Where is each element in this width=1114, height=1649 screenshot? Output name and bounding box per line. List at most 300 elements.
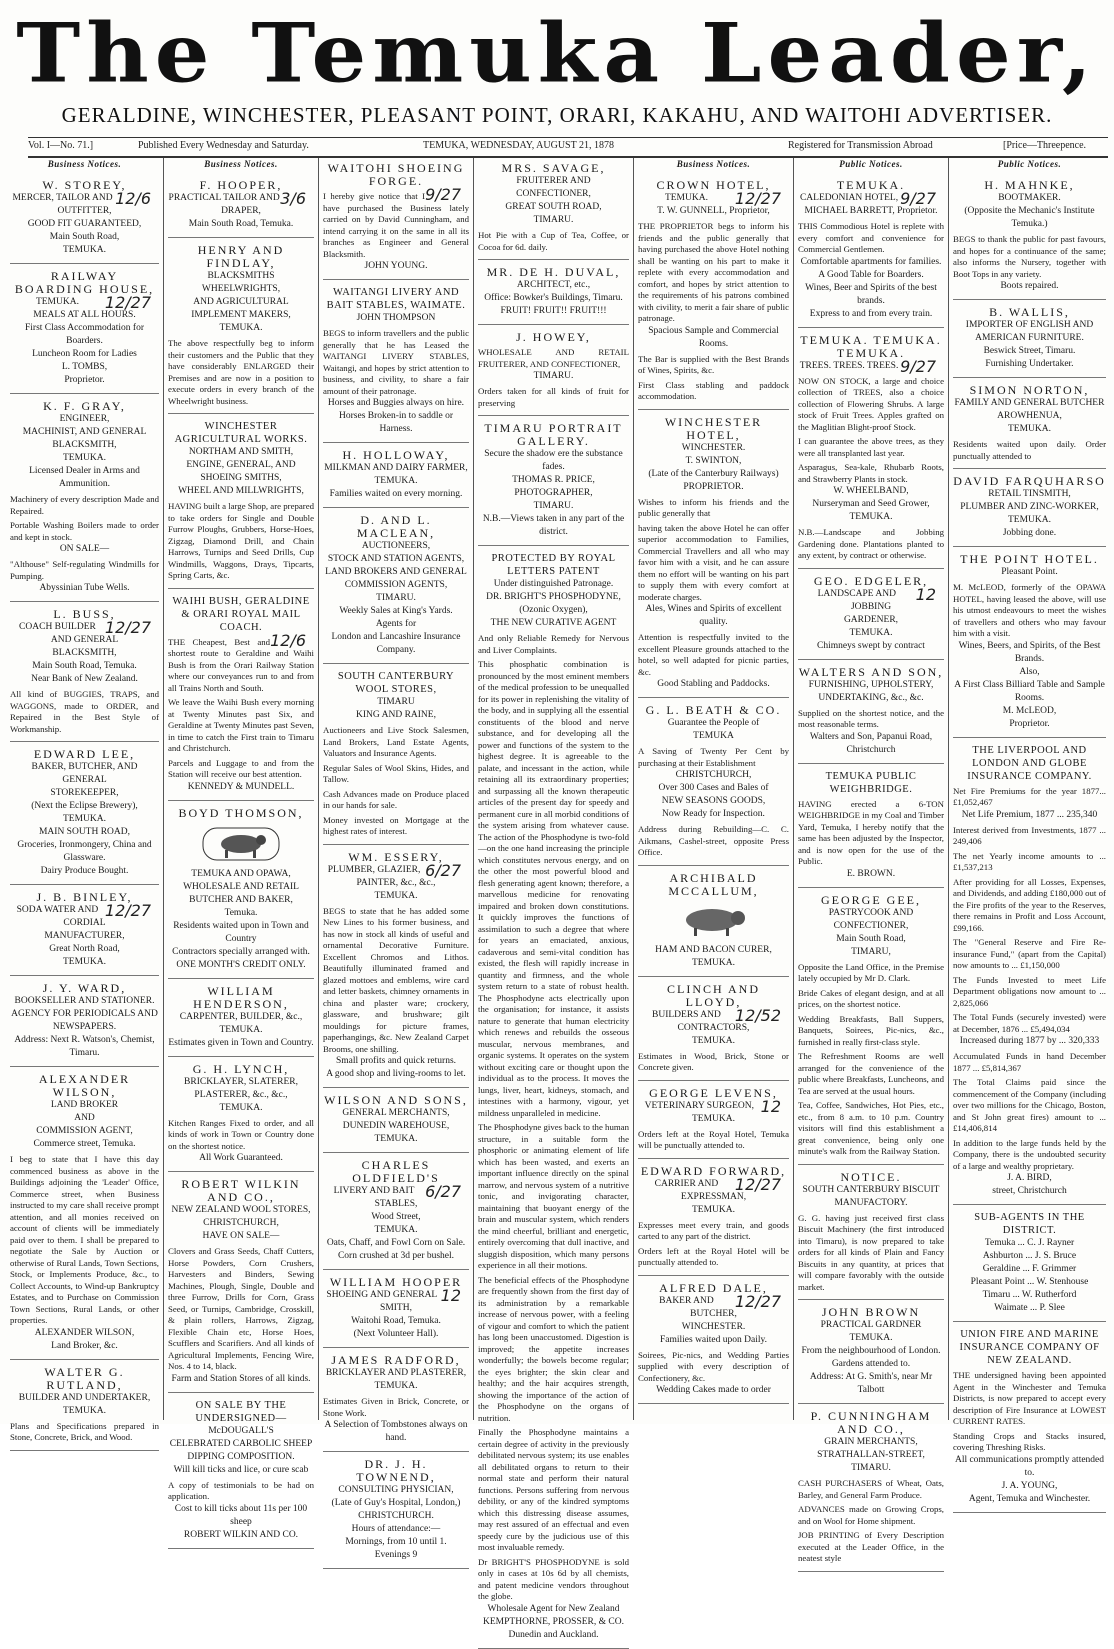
advertisement-heading: H. HOLLOWAY, [342, 448, 450, 462]
advertisement-line: HAVING erected a 6-TON WEIGHBRIDGE in my Coal and Timber Yard, Temuka, I hereby notify that the same has been adjusted by the Inspector, and is now open for the use of the Public. [798, 798, 944, 866]
column-4 [474, 158, 634, 1640]
advertisement-heading: JAMES RADFORD, [331, 1353, 461, 1367]
advertisement-line: Wedding Breakfasts, Ball Suppers, Banquets, Soirees, Pic-nics, &c., furnished in really first-class style. [798, 1013, 944, 1047]
advertisement-line: Temuka ... C. J. Rayner [984, 1238, 1075, 1248]
advertisement-line: (Opposite the Mechanic's Institute Temuka.) [964, 206, 1095, 229]
advertisement [638, 412, 789, 699]
advertisement-line: Net Life Premium, 1877 ... 235,340 [961, 809, 1098, 820]
advertisement-line: Estimates given in Town and Country. [168, 1037, 314, 1048]
advertisement-line: Office: Bowker's Buildings, Timaru. [484, 293, 623, 303]
advertisement-line: Portable Washing Boilers made to order and kept in stock. [10, 520, 159, 542]
advertisement-line: Waimate ... P. Slee [994, 1303, 1065, 1313]
advertisement-line: WINCHESTER. [681, 1321, 746, 1332]
advertisement-line: Geraldine ... F. Grimmer [982, 1264, 1077, 1274]
advertisement-line: Under distinguished Patronage. [493, 579, 614, 589]
advertisement-line: Guarantee the People of [667, 718, 760, 728]
advertisement-line: GENERAL MERCHANTS, [342, 1108, 450, 1118]
advertisement-heading: HENRY AND FINDLAY, [197, 243, 285, 270]
advertisement-line: Contractors specially arranged with. [172, 946, 310, 957]
handwritten-note: 3/6 [280, 189, 306, 208]
advertisement-heading: CHARLES OLDFIELD'S [352, 1158, 440, 1185]
advertisement-heading: SIMON NORTON, [969, 383, 1090, 397]
advertisement-heading: WAIHI BUSH, GERALDINE & ORARI ROYAL MAIL COACH. [172, 595, 310, 633]
advertisement-line: TEMUKA. [691, 1113, 735, 1124]
advertisement-line: TREES. TREES. TREES. [799, 360, 899, 371]
advertisement-line: The Refreshment Rooms are well arranged for the convenience of the public where Breakfasts, Luncheons, and Tea are served at the usual hours. [798, 1051, 944, 1096]
advertisement-line: Wines, Beer and Spirits of the best brands. [805, 282, 937, 306]
advertisement-line: FURNISHING, UPHOLSTERY, UNDERTAKING, &c., &c. [808, 679, 934, 703]
handwritten-note: 9/27 [425, 185, 461, 204]
advertisement-line: London and Lancashire Insurance Company. [331, 632, 461, 655]
advertisement-line: TEMUKA. [691, 957, 735, 968]
advertisement-line: TEMUKA. [1007, 515, 1051, 525]
advertisement-heading: WINCHESTER HOTEL, [664, 414, 763, 442]
advertisement-line: The "General Reserve and Fire Re-insurance Fund," (apart from the Capital) now amounts to ... £1,150,000 [953, 937, 1106, 970]
advertisement-line: T. W. GUNNELL, Proprietor, [657, 206, 770, 216]
advertisement [10, 978, 159, 1067]
advertisement-line: JOHN THOMPSON [356, 313, 436, 323]
advertisement-line: Wedding Cakes made to order [656, 1385, 771, 1395]
advertisement-line: Great North Road, [49, 944, 120, 954]
advertisement [638, 1278, 789, 1405]
advertisement-heading: ROBERT WILKIN AND CO., [181, 1177, 301, 1204]
advertisement-line: DIPPING COMPOSITION. [187, 1451, 295, 1462]
advertisement-line: Licensed Dealer in Arms and Ammunition. [29, 466, 140, 489]
advertisement-line: J. A. BIRD, [1007, 1173, 1052, 1183]
advertisement [10, 1362, 159, 1451]
advertisement-line: LAND BROKER [50, 1100, 119, 1110]
advertisement-line: THE NEW CURATIVE AGENT [490, 618, 617, 628]
advertisement-line: Dairy Produce Bought. [40, 866, 129, 876]
advertisement-line: And only Reliable Remedy for Nervous and Liver Complaints. [478, 633, 629, 655]
advertisement-heading: WAITOHI SHOEING FORGE. [327, 161, 465, 188]
advertisement-line: CONSULTING PHYSICIAN, [338, 1485, 454, 1495]
advertisement-line: The net Yearly income amounts to ... £1,537,213 [953, 850, 1106, 872]
advertisement-line: BOOTMAKER. [998, 193, 1061, 203]
advertisement-line: having taken the above Hotel he can offer superior accommodation to Families, Commercial Travellers and all who may favor him with a visit, and he can assure them no effort will be wanting on his part to supply them with every comfort at moderate charges. [638, 522, 789, 602]
advertisement-line: (Ozonic Oxygen), [519, 605, 588, 615]
advertisement-line: Machinery of every description Made and Repaired. [10, 494, 159, 516]
advertisement-line: TEMUKA. [219, 1102, 263, 1113]
advertisement-line: Weekly Sales at King's Yards. [339, 606, 453, 616]
advertisement-line: FAMILY AND GENERAL BUTCHER [954, 398, 1105, 408]
handwritten-note: 12/6 [115, 189, 151, 208]
advertisement [168, 803, 314, 979]
advertisement-line: AND [74, 1113, 95, 1123]
advertisement [638, 175, 789, 410]
advertisement-line: Comfortable apartments for families. [800, 256, 942, 267]
advertisement-line: Interest derived from Investments, 1877 ... 249,406 [953, 824, 1106, 846]
advertisement-line: HAVING built a large Shop, are prepared to take orders for Single and Double Furrow Ploughs, Grubbers, Horse-Hoes, Zigzag, Diamond Drill, and Chain Harrows, Turnips and Seed Drills, Cup Windmills, Waggons, Drays, Tipcarts, Spring Carts, &c. [168, 501, 315, 580]
advertisement [953, 740, 1106, 1206]
advertisement-line: Finally the Phosphodyne maintains a certain degree of activity in the previously debilitated nervous system; its use enables all debilitated organs to return to their normal state and perform their natural functions. Persons suffering from nervous debility, or any of the kindred symptoms which this distressing disease assumes, may rest assured of an effectual and even speedy cure by the judicious use of this most invaluable remedy. [478, 1427, 629, 1552]
advertisement-line: Evenings 9 [374, 1550, 418, 1560]
handwritten-note: 12/27 [734, 189, 781, 208]
advertisement-line: Residents waited upon in Town and Country [173, 920, 309, 944]
advertisement-line: DUNEDIN WAREHOUSE, [342, 1121, 450, 1131]
advertisement-line: N.B.—Landscape and Jobbing Gardening done. Plantations planted to any extent, by contract or otherwise. [798, 527, 944, 560]
advertisement-line: The Total Claims paid since the commencement of the Company (including over two millions for the Chicago, Boston, and St John great fires) amount to ... £14,406,814 [953, 1077, 1106, 1133]
advertisement-line: GOOD FIT GUARANTEED, [27, 219, 142, 229]
advertisement-line: First Class stabling and paddock accommodation. [638, 379, 789, 401]
advertisement-line: TIMARU, [851, 946, 891, 957]
advertisement-line: Attention is respectfully invited to the excellent Pleasure grounds attached to the hotel, so well adapted for picnic parties, &c. [638, 632, 789, 677]
advertisement-line: N.B.—Views taken in any part of the district. [482, 514, 625, 537]
advertisement-line: A Selection of Tombstones always on hand. [324, 1420, 468, 1443]
advertisement-line: THE Cheapest, Best and shortest route to Geraldine and Waihi Bush is from the Orari Railway Station where our conveyances run to and from all Trains North and South. [168, 636, 314, 693]
advertisement-line: NEW ZEALAND WOOL STORES, [171, 1205, 311, 1215]
handwritten-note: 12/27 [734, 1174, 781, 1194]
advertisement-line: TIMARU [377, 697, 415, 707]
masthead [0, 5, 1114, 102]
advertisement-line: TEMUKA. [219, 1024, 263, 1035]
advertisement-line: (Next Volunteer Hall). [353, 1329, 439, 1339]
advertisement-heading: TEMUKA PUBLIC WEIGHBRIDGE. [825, 770, 917, 795]
advertisement-line: Abyssinian Tube Wells. [39, 583, 130, 593]
advertisement-line: MICHAEL BARRETT, Proprietor. [804, 206, 938, 216]
advertisement-line: From the neighbourhood of London. [801, 1346, 941, 1356]
advertisement-line: A good shop and living-rooms to let. [326, 1069, 466, 1079]
advertisement [168, 240, 314, 414]
advertisement-line: L. TOMBS, [61, 362, 108, 372]
advertisement [323, 158, 469, 280]
advertisement-line: TEMUKA. [374, 1225, 418, 1235]
advertisement-heading: ARCHIBALD MCCALLUM, [668, 870, 759, 898]
advertisement-line: Ales, Wines and Spirits of excellent quality. [645, 604, 782, 627]
advertisement-heading: UNION FIRE AND MARINE INSURANCE COMPANY OF NEW ZEALAND. [959, 1329, 1100, 1366]
advertisement-line: TEMUKA. [219, 323, 263, 333]
advertisement-heading: SOUTH CANTERBURY WOOL STORES, [337, 671, 455, 695]
advertisement-heading: G. H. LYNCH, [192, 1061, 290, 1076]
column-heading: Public Notices. [997, 159, 1062, 169]
advertisement-line: Main South Road, Temuka. [32, 661, 137, 671]
handwritten-note: 12/27 [104, 618, 151, 637]
advertisement-line: AGENCY FOR PERIODICALS AND [11, 1009, 158, 1019]
advertisement-line: HAM AND BACON CURER, [655, 944, 772, 955]
advertisement-heading: WM. ESSERY, [348, 849, 444, 864]
advertisement-line: WINCHESTER. [681, 442, 746, 453]
advertisement-line: Also, [1019, 666, 1040, 677]
advertisement-line: MANUFACTURER, [44, 931, 125, 941]
advertisement [798, 175, 944, 328]
advertisement-line: Horses Broken-in to saddle or Harness. [339, 411, 453, 434]
advertisement-line: Wishes to inform his friends and the public generally that [638, 496, 789, 518]
advertisement-line: MERCER, TAILOR AND OUTFITTER, [12, 193, 113, 216]
advertisement [323, 1272, 469, 1348]
advertisement-line: Main South Road, [49, 232, 120, 242]
dateline [28, 137, 1108, 158]
advertisement-line: Pleasant Point. [1001, 567, 1058, 577]
advertisement-line: Spacious Sample and Commercial Rooms. [648, 325, 779, 349]
column-3 [319, 158, 474, 1560]
advertisement-line: A First Class Billiard Table and Sample Rooms. [954, 679, 1105, 703]
advertisement-heading: GEO. EDGELER, [813, 573, 929, 588]
advertisement-line: Residents waited upon daily. Order punctually attended to [953, 439, 1106, 461]
advertisement-line: TEMUKA. [374, 1381, 418, 1391]
advertisement-heading: WAITANGI LIVERY AND BAIT STABLES, WAIMATE. [326, 287, 466, 311]
advertisement [638, 700, 789, 866]
advertisement-line: Walters and Son, Papanui Road, Christchurch [809, 731, 933, 755]
advertisement [478, 327, 629, 416]
advertisement-line: CASH PURCHASERS of Wheat, Oats, Barley, and General Farm Produce. [798, 1478, 944, 1500]
advertisement-line: Main South Road, Temuka. [188, 219, 294, 229]
advertisement-line: The Funds Invested to meet Life Department obligations now amount to ... 2,825,066 [953, 974, 1106, 1008]
advertisement-line: M. McLEOD, [1002, 705, 1057, 716]
column-heading: Business Notices. [47, 159, 122, 169]
advertisement-line: Chimneys swept by contract [817, 640, 925, 651]
volume-number: Vol. I—No. 71.] [28, 140, 94, 151]
handwritten-note: 12 [760, 1096, 781, 1116]
advertisement-line: Families waited upon Daily. [659, 1334, 768, 1345]
advertisement-line: TIMARU. [533, 501, 574, 511]
advertisement [10, 396, 159, 602]
advertisement-heading: SUB-AGENTS IN THE DISTRICT. [974, 1212, 1085, 1236]
advertisement-line: Address during Rebuilding—C. C. Aikmans, Cashel-street, opposite Press Office. [638, 824, 789, 857]
advertisement-heading: WALTER G. RUTLAND, [44, 1364, 125, 1392]
advertisement-line: (Late of Guy's Hospital, London,) [331, 1498, 461, 1508]
advertisement-line: Over 300 Cases and Bales of [658, 783, 769, 793]
advertisement-line: STRATHALLAN-STREET, [817, 1450, 925, 1460]
advertisement-line: street, Christchurch [992, 1186, 1067, 1196]
advertisement-heading: MRS. SAVAGE, [501, 161, 606, 175]
advertisement [798, 1406, 944, 1572]
advertisement-heading: ALFRED DALE, [659, 1280, 768, 1295]
issue-date: TEMUKA, WEDNESDAY, AUGUST 21, 1878 [423, 140, 615, 151]
advertisement-line: Hot Pie with a Cup of Tea, Coffee, or Cocoa for 6d. daily. [478, 230, 629, 252]
advertisement-line: E. BROWN. [846, 868, 896, 879]
advertisement-line: ON SALE— [59, 544, 110, 554]
handwritten-note: 6/27 [425, 860, 461, 880]
advertisement-line: FRUITERER AND CONFECTIONER, [516, 176, 591, 199]
advertisement-line: Opposite the Land Office, in the Premise lately occupied by Mr D. Clark. [798, 961, 944, 983]
advertisement-line: Main South Road, [836, 933, 906, 944]
advertisement-heading: ALEXANDER WILSON, [38, 1072, 131, 1099]
advertisement [798, 890, 944, 1165]
advertisement-line: TEMUKA. [849, 627, 893, 638]
advertisement-line: Express to and from every train. [809, 308, 933, 319]
advertisement-heading: NOTICE. [840, 1169, 902, 1184]
advertisement-line: "Althouse" Self-regulating Windmills for Pumping. [10, 559, 159, 581]
advertisement [638, 1083, 789, 1159]
advertisement-line: TEMUKA. [664, 193, 708, 203]
advertisement-line: BUTCHER AND BAKER, [189, 894, 293, 905]
advertisement [10, 266, 159, 394]
advertisement-line: Cash Advances made on Produce placed in our hands for sale. [323, 788, 469, 810]
handwritten-note: 12 [440, 1286, 461, 1305]
advertisement-line: WHEEL AND MILLWRIGHTS, [178, 486, 304, 496]
advertisement-line: Small profits and quick returns. [335, 1056, 457, 1066]
advertisement-line: Oats, Chaff, and Fowl Corn on Sale. [326, 1238, 466, 1248]
advertisement-line: Bride Cakes of elegant design, and at all prices, on the shortest notice. [798, 987, 944, 1009]
advertisement-line: BRICKLAYER AND PLASTERER, [325, 1368, 467, 1378]
advertisement-line: Clovers and Grass Seeds, Chaff Cutters, Horse Powders, Corn Crushers, Harvesters and Binders, Sewing Machines, Plough, Single, Double and three Furrow, Drills for Corn, Grass Seed, or Turnips, Cambridge, Crosskill, & plain rollers, Harrows, Zigzag, Flexible Chain etc, Horse Hoes, Scufflers and Scarifiers. And all kinds of Agricultural Implements, Fencing Wire, Nos. 4 to 14, black. [168, 1246, 314, 1371]
advertisement-line: PLUMBER, GLAZIER, PAINTER, &c., &c., [327, 864, 436, 888]
advertisement-line: Soirees, Pic-nics, and Wedding Parties supplied with every description of Confectionery, &c. [638, 1349, 789, 1383]
advertisement-line: First Class Accommodation for Boarders. [24, 323, 144, 346]
advertisement-heading: H. MAHNKE, [984, 178, 1075, 192]
advertisement-line: Good Stabling and Paddocks. [657, 679, 770, 689]
advertisement-line: TEMUKA. [62, 245, 106, 255]
advertisement-line: GARDENER, [843, 614, 899, 625]
column-5 [634, 158, 794, 1420]
advertisement-line: IMPORTER OF ENGLISH AND [965, 320, 1094, 330]
advertisement-line: Waitohi Road, Temuka. [351, 1316, 441, 1326]
advertisement-heading: ON SALE BY THE UNDERSIGNED— [195, 1399, 287, 1424]
advertisement-heading: K. F. GRAY, [43, 399, 126, 413]
advertisement-line: Timaru ... W. Rutherford [982, 1290, 1077, 1300]
advertisement [10, 1069, 159, 1360]
advertisement-line: Parcels and Luggage to and from the Station will receive our best attention. [168, 757, 314, 779]
advertisement-line: Address: Next R. Watson's, Chemist, Timaru. [14, 1035, 155, 1058]
advertisement-line: Boots repaired. [1000, 281, 1059, 291]
column-heading: Public Notices. [839, 159, 903, 169]
advertisement-line: Supplied on the shortest notice, and the most reasonable terms. [798, 707, 944, 729]
column-heading: Business Notices. [204, 159, 278, 169]
advertisement-line: CARRIER AND EXPRESSMAN, [654, 1178, 747, 1202]
advertisement-line: TIMARU. [376, 593, 416, 603]
advertisement-line: ROBERT WILKIN AND CO. [183, 1529, 299, 1540]
advertisement-heading: PROTECTED BY ROYAL LETTERS PATENT [491, 553, 616, 577]
advertisement-line: M. McLEOD, formerly of the OPAWA HOTEL, having leased the above, will use his utmost endeavours to meet the wishes of travellers and others who may favour him with a visit. [953, 582, 1106, 638]
advertisement-line: Estimates Given in Brick, Concrete, or Stone Work. [323, 1396, 469, 1418]
advertisement-line: J. A. YOUNG, [1001, 1480, 1058, 1491]
advertisement-line: SHOEING AND GENERAL SMITH, [326, 1290, 438, 1313]
advertisement [168, 591, 314, 801]
handwritten-note: 12/52 [734, 1005, 781, 1025]
advertisement-line: Proprietor. [64, 375, 105, 385]
advertisement-heading: F. HOOPER, [199, 178, 283, 192]
advertisement [798, 662, 944, 764]
advertisement-line: Land Broker, &c. [51, 1340, 118, 1351]
advertisement-heading: GEORGE GEE, [821, 892, 921, 907]
advertisement-line: TEMUKA. [62, 453, 106, 463]
advertisement-line: SOUTH CANTERBURY BISCUIT MANUFACTORY. [802, 1184, 940, 1208]
advertisement-line: In addition to the large funds held by the Company, there is the undoubted security of a large and wealthy proprietary. [953, 1137, 1106, 1171]
advertisement-line: Wood Street, [371, 1212, 421, 1222]
advertisement-line: RETAIL TINSMITH, [988, 489, 1071, 499]
advertisement-line: Wholesale Agent for New Zealand [487, 1603, 620, 1614]
advertisement-line: BLACKSMITH, [52, 648, 117, 658]
advertisement-line: FRUIT! FRUIT!! FRUIT!!! [500, 306, 607, 316]
advertisement-line: MILKMAN AND DAIRY FARMER, [324, 463, 468, 473]
advertisement [953, 1324, 1106, 1513]
advertisement-heading: J. HOWEY, [516, 330, 591, 344]
advertisement-heading: JOHN BROWN [821, 1305, 921, 1319]
advertisement [798, 1167, 944, 1301]
advertisement-line: PLUMBER AND ZINC-WORKER, [960, 502, 1099, 512]
advertisement-line: JOHN YOUNG. [364, 261, 428, 271]
advertisement [798, 1302, 944, 1404]
advertisement-line: PRACTICAL GARDNER [820, 1320, 922, 1330]
advertisement [323, 1350, 469, 1452]
advertisement-heading: TEMUKA. [836, 178, 906, 192]
advertisement-line: THE undersigned having been appointed Agent in the Winchester and Temuka Districts, is now prepared to accept every description of Fire Insurance at LOWEST CURRENT RATES. [953, 1370, 1106, 1426]
advertisement-columns [6, 158, 1110, 1640]
advertisement-line: KING AND RAINE, [356, 710, 436, 720]
advertisement-line: TEMUKA. [374, 476, 418, 486]
advertisement-line: CALEDONIAN HOTEL, [799, 193, 899, 203]
advertisement-line: CHRISTCHURCH, [675, 770, 752, 780]
advertisement-line: GRAIN MERCHANTS, [824, 1437, 918, 1447]
advertisement-line: All communications promptly attended to. [954, 1454, 1105, 1478]
advertisement-heading: CROWN HOTEL, [656, 178, 771, 192]
advertisement-line: Mornings, from 10 until 1. [345, 1537, 447, 1547]
advertisement-line: ADVANCES made on Growing Crops, and on Wool for Home shipment. [798, 1504, 944, 1526]
advertisement-line: Beswick Street, Timaru. [983, 346, 1076, 356]
advertisement-line: (Late of the Canterbury Railways) [648, 468, 779, 479]
publication-schedule: Published Every Wednesday and Saturday. [138, 140, 309, 151]
advertisement-heading: RAILWAY BOARDING HOUSE, [14, 269, 155, 296]
registration-note: Registered for Transmission Abroad [788, 140, 933, 151]
handwritten-note: 12/6 [270, 630, 306, 650]
advertisement-line: VETERINARY SURGEON, [644, 1100, 755, 1111]
advertisement-line: PRACTICAL TAILOR AND [168, 193, 280, 203]
advertisement [953, 175, 1106, 300]
advertisement [10, 175, 159, 264]
advertisement-line: DR. BRIGHT'S PHOSPHODYNE, [486, 592, 621, 602]
advertisement-line: WHOLESALE AND RETAIL FRUITERER, AND CONFECTIONER, [478, 347, 629, 369]
advertisement [168, 981, 314, 1057]
advertisement-heading: EDWARD FORWARD, [640, 1163, 787, 1178]
advertisement-line: NEW SEASONS GOODS, [661, 796, 766, 806]
advertisement-line: I beg to state that I have this day commenced business as above in the Buildings adjoining the 'Leader' Office, Commerce street, when Business instructed to my care shall receive prompt attention, and all monies received on account of clients will be immediately paid over to them. I shall be prepared to negotiate the Sale by Auction or otherwise of Rural Lands, Town Sections, Stock, or Implements Produce, &c., to Collect Accounts, to Wind-up Bankruptcy Estates, and to Purchase on Commission Town Sections, Rural Lands, or other properties. [10, 1154, 159, 1325]
advertisement-line: Money invested on Mortgage at the highest rates of interest. [323, 814, 469, 836]
advertisement-heading: DR. J. H. TOWNEND, [356, 1457, 436, 1484]
advertisement-line: After providing for all Losses, Expenses, and Dividends, and adding £180,000 out of the Fire profits of the year to the Reserves, there remains in Profit and Loss Account, £99,166. [953, 876, 1106, 933]
advertisement-line: Standing Crops and Stacks insured, covering Threshing Risks. [953, 1430, 1106, 1452]
advertisement-line: LIVERY AND BAIT STABLES, [333, 1186, 418, 1209]
advertisement-line: BRICKLAYER, SLATERER, PLASTERER, &c., &c., [184, 1076, 298, 1100]
advertisement-line: LAND BROKERS AND GENERAL [325, 567, 467, 577]
advertisement [478, 548, 629, 1649]
advertisement-line: PHOTOGRAPHER, [514, 488, 593, 498]
advertisement-line: Temuka. [224, 907, 258, 918]
advertisement-line: A copy of testimonials to be had on application. [168, 1479, 314, 1501]
advertisement-line: Estimates in Wood, Brick, Stone or Concrete given. [638, 1050, 789, 1072]
advertisement-line: NORTHAM AND SMITH, [188, 447, 294, 457]
advertisement-line: The Bar is supplied with the Best Brands of Wines, Spirits, &c. [638, 353, 789, 375]
advertisement-line: Orders left at the Royal Hotel will be punctually attended to. [638, 1245, 789, 1267]
advertisement-line: Increased during 1877 by ... 320,333 [959, 1036, 1100, 1046]
advertisement-line: BUILDER AND UNDERTAKER, [18, 1392, 151, 1403]
handwritten-note: 9/27 [900, 356, 936, 376]
advertisement-line: TEMUKA. [1007, 424, 1051, 434]
advertisement-line: MEALS AT ALL HOURS. [33, 310, 136, 320]
advertisement-line: Proprietor. [1009, 718, 1050, 729]
advertisement-line: TEMUKA. [849, 1333, 893, 1343]
advertisement [323, 847, 469, 1089]
advertisement-line: NOW ON STOCK, a large and choice collection of TREES, also a choice collection of Flowering Shrubs. A large stock of Fruit Trees. Apples grafted on the Maglitian Blight-proof Stock. [798, 375, 944, 432]
advertisement-line: KEMPTHORNE, PROSSER, & CO. [483, 1616, 624, 1627]
advertisement-heading: WILSON AND SONS, [324, 1093, 468, 1107]
advertisement-heading: GEORGE LEVENS, [649, 1085, 778, 1100]
advertisement-line: THIS Commodious Hotel is replete with every comfort and convenience for Commercial Gentlemen. [798, 221, 944, 254]
advertisement-line: STOCK AND STATION AGENTS, [327, 554, 465, 564]
advertisement-line: HAVE ON SALE— [202, 1231, 280, 1241]
advertisement [10, 604, 159, 742]
advertisement-line: The above respectfully beg to inform their customers and the Public that they have considerably ENLARGED their Premises and are now in a position to execute orders in every branch of the Wheelwright business. [168, 338, 314, 406]
advertisement-line: Net Fire Premiums for the year 1877... £1,052,467 [953, 785, 1106, 807]
advertisement-line: I hereby give notice that I have purchased the Business lately carried on by David Cunningham, and intend carrying it on the same in all its branches as Engineer and General Blacksmith. [323, 191, 469, 259]
advertisement-line: CHRISTCHURCH. [358, 1511, 434, 1521]
advertisement-line: Hours of attendance:— [351, 1524, 441, 1534]
advertisement-line: The Total Funds (securely invested) were at December, 1876 ... £5,494,034 [953, 1012, 1106, 1034]
advertisement-line: ENGINE, GENERAL, AND SHOEING SMITHS, [186, 460, 296, 483]
advertisement-line: BEGS to inform travellers and the public generally that he has Leased the WAITANGI LIVERY STABLES, Waitangi, and hopes by strict attention to business, and civility, to share a fair amount of their patronage. [323, 328, 469, 396]
advertisement-line: AUCTIONEERS, [361, 541, 431, 551]
advertisement-heading: B. WALLIS, [989, 305, 1070, 319]
advertisement-line: Farm and Station Stores of all kinds. [171, 1373, 311, 1384]
